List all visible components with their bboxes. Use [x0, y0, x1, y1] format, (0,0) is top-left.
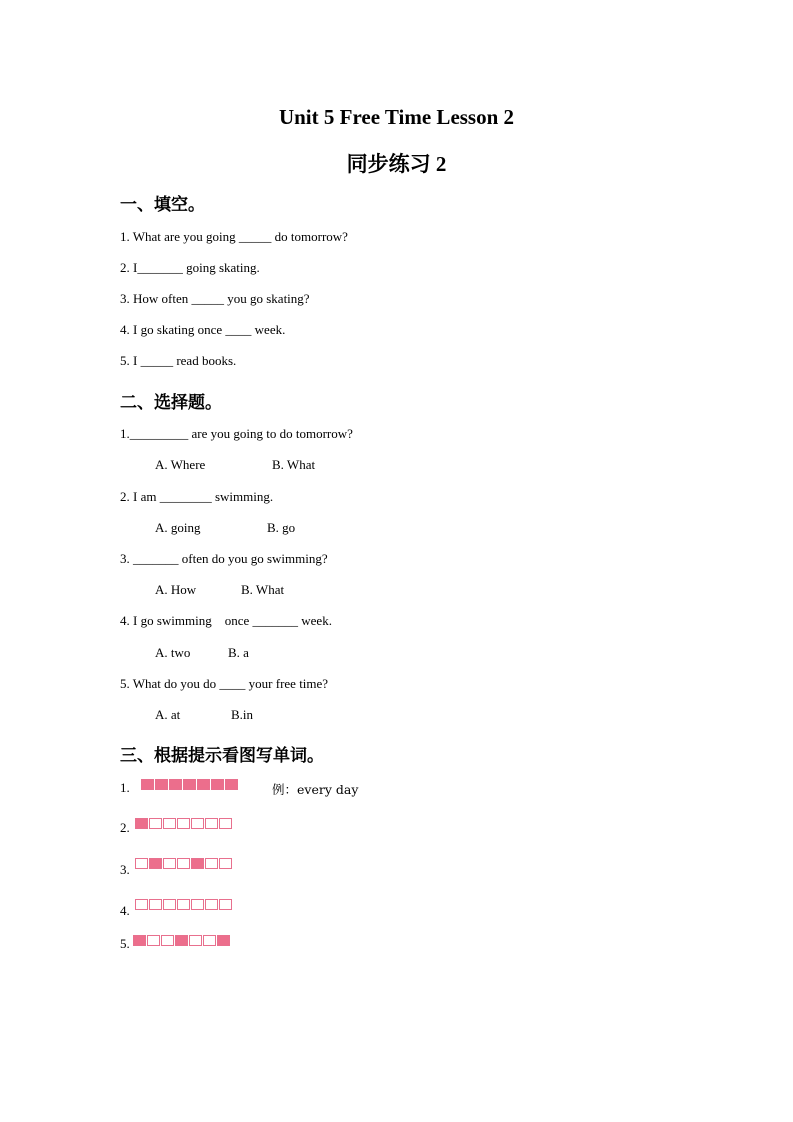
- letter-box-empty: [219, 899, 232, 910]
- letter-box-empty: [205, 858, 218, 869]
- page-title: Unit 5 Free Time Lesson 2: [278, 105, 515, 129]
- letter-box-empty: [177, 818, 190, 829]
- fill-item-3: 3. How often _____ you go skating?: [120, 291, 310, 306]
- choice-option-2a: A. going: [155, 520, 201, 535]
- letter-box-empty: [163, 899, 176, 910]
- letter-boxes-1: [141, 779, 239, 790]
- choice-question-4: 4. I go swimming once _______ week.: [120, 613, 332, 628]
- letter-box-filled: [211, 779, 224, 790]
- letter-box-empty: [161, 935, 174, 946]
- page-subtitle: 同步练习 2: [346, 152, 447, 176]
- example-label: 例：every day: [272, 782, 359, 797]
- word-item-number-2: 2.: [120, 820, 130, 835]
- letter-boxes-4: [135, 899, 233, 910]
- letter-box-filled: [155, 779, 168, 790]
- section1-heading: 一、填空。: [120, 195, 205, 215]
- choice-option-4a: A. two: [155, 645, 191, 660]
- letter-box-filled: [217, 935, 230, 946]
- letter-box-empty: [191, 818, 204, 829]
- letter-box-empty: [135, 858, 148, 869]
- fill-item-4: 4. I go skating once ____ week.: [120, 322, 286, 337]
- letter-box-empty: [135, 899, 148, 910]
- letter-box-empty: [219, 858, 232, 869]
- letter-box-empty: [149, 899, 162, 910]
- choice-option-3a: A. How: [155, 582, 197, 597]
- letter-box-empty: [163, 818, 176, 829]
- choice-option-5a: A. at: [155, 707, 181, 722]
- letter-box-filled: [175, 935, 188, 946]
- letter-box-empty: [189, 935, 202, 946]
- letter-box-empty: [203, 935, 216, 946]
- section3-heading: 三、根据提示看图写单词。: [120, 746, 324, 766]
- letter-box-filled: [133, 935, 146, 946]
- letter-box-empty: [149, 818, 162, 829]
- choice-option-3b: B. What: [241, 582, 285, 597]
- letter-box-filled: [169, 779, 182, 790]
- choice-question-2: 2. I am ________ swimming.: [120, 489, 274, 504]
- choice-question-5: 5. What do you do ____ your free time?: [120, 676, 329, 691]
- letter-boxes-2: [135, 818, 233, 829]
- fill-item-1: 1. What are you going _____ do tomorrow?: [120, 229, 348, 244]
- letter-box-filled: [135, 818, 148, 829]
- choice-option-1a: A. Where: [155, 457, 206, 472]
- letter-box-filled: [225, 779, 238, 790]
- letter-boxes-5: [133, 935, 231, 946]
- choice-option-1b: B. What: [272, 457, 316, 472]
- choice-option-5b: B.in: [231, 707, 254, 722]
- choice-option-4b: B. a: [228, 645, 249, 660]
- letter-box-filled: [141, 779, 154, 790]
- fill-item-2: 2. I_______ going skating.: [120, 260, 260, 275]
- letter-box-empty: [177, 899, 190, 910]
- letter-box-filled: [183, 779, 196, 790]
- choice-question-3: 3. _______ often do you go swimming?: [120, 551, 328, 566]
- letter-boxes-3: [135, 858, 233, 869]
- choice-question-1: 1._________ are you going to do tomorrow?: [120, 426, 353, 441]
- choice-option-2b: B. go: [267, 520, 296, 535]
- letter-box-filled: [191, 858, 204, 869]
- letter-box-empty: [147, 935, 160, 946]
- letter-box-empty: [177, 858, 190, 869]
- fill-item-5: 5. I _____ read books.: [120, 353, 237, 368]
- letter-box-empty: [205, 899, 218, 910]
- letter-box-filled: [149, 858, 162, 869]
- word-item-number-1: 1.: [120, 780, 130, 795]
- section2-heading: 二、选择题。: [120, 393, 222, 413]
- word-item-number-4: 4.: [120, 903, 130, 918]
- letter-box-empty: [205, 818, 218, 829]
- word-item-number-3: 3.: [120, 862, 130, 877]
- letter-box-empty: [191, 899, 204, 910]
- word-item-number-5: 5.: [120, 936, 130, 951]
- letter-box-filled: [197, 779, 210, 790]
- letter-box-empty: [163, 858, 176, 869]
- letter-box-empty: [219, 818, 232, 829]
